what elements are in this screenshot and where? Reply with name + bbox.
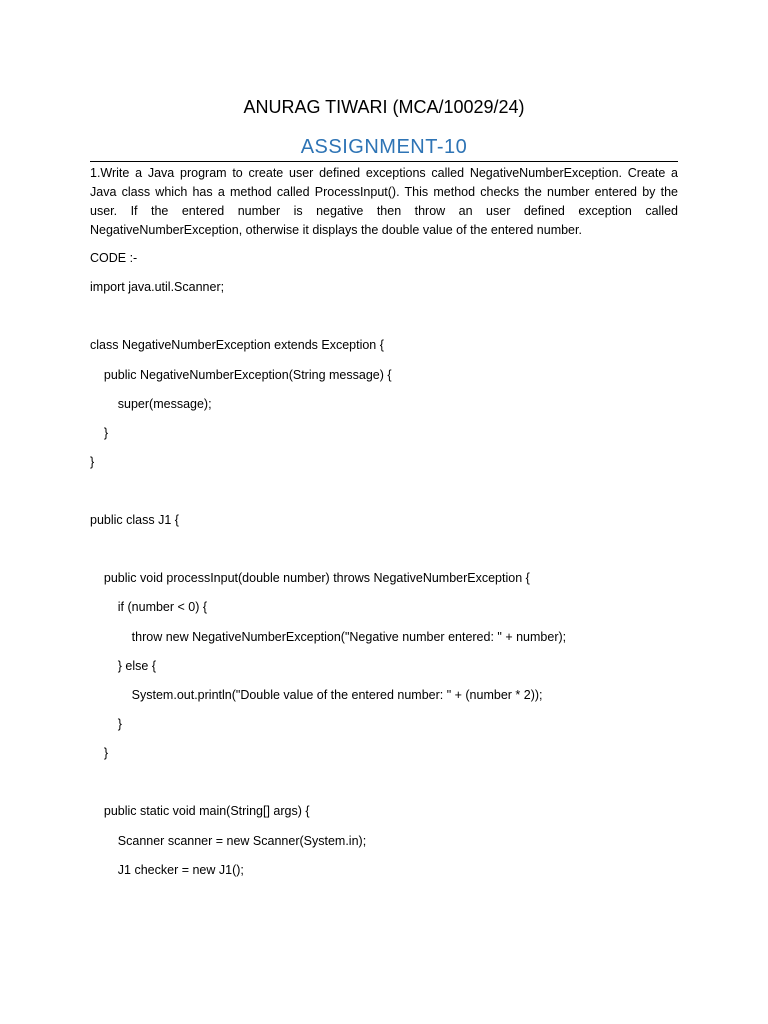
code-line: public void processInput(double number) throws NegativeNumberException { xyxy=(90,571,530,585)
code-line: } xyxy=(90,455,95,469)
code-line: public static void main(String[] args) { xyxy=(90,804,310,818)
code-line: System.out.println("Double value of the entered number: " + (number * 2)); xyxy=(90,688,543,702)
code-line: } else { xyxy=(90,659,157,673)
question-text: 1.Write a Java program to create user defined exceptions called NegativeNumberException. Create a Java class which has a method called ProcessInput(). This method checks the number entered by the user. If the entered number is negative then throw an user defined exception called NegativeNumberException, otherwise it displays the double value of the entered number. xyxy=(90,166,678,237)
code-line: import java.util.Scanner; xyxy=(90,280,225,294)
code-line: } xyxy=(90,426,109,440)
code-line: class NegativeNumberException extends Exception { xyxy=(90,338,384,352)
code-line: } xyxy=(90,746,109,760)
code-line: public class J1 { xyxy=(90,513,179,527)
code-line: } xyxy=(90,717,122,731)
title-underline xyxy=(90,161,678,162)
code-line: super(message); xyxy=(90,397,212,411)
code-line: public NegativeNumberException(String message) { xyxy=(90,368,392,382)
author-heading: ANURAG TIWARI (MCA/10029/24) xyxy=(243,97,525,117)
code-line: throw new NegativeNumberException("Negative number entered: " + number); xyxy=(90,630,567,644)
code-line: Scanner scanner = new Scanner(System.in); xyxy=(90,834,367,848)
code-line: if (number < 0) { xyxy=(90,600,208,614)
code-line: J1 checker = new J1(); xyxy=(90,863,244,877)
code-label: CODE :- xyxy=(90,251,138,265)
assignment-title: ASSIGNMENT-10 xyxy=(300,136,468,158)
